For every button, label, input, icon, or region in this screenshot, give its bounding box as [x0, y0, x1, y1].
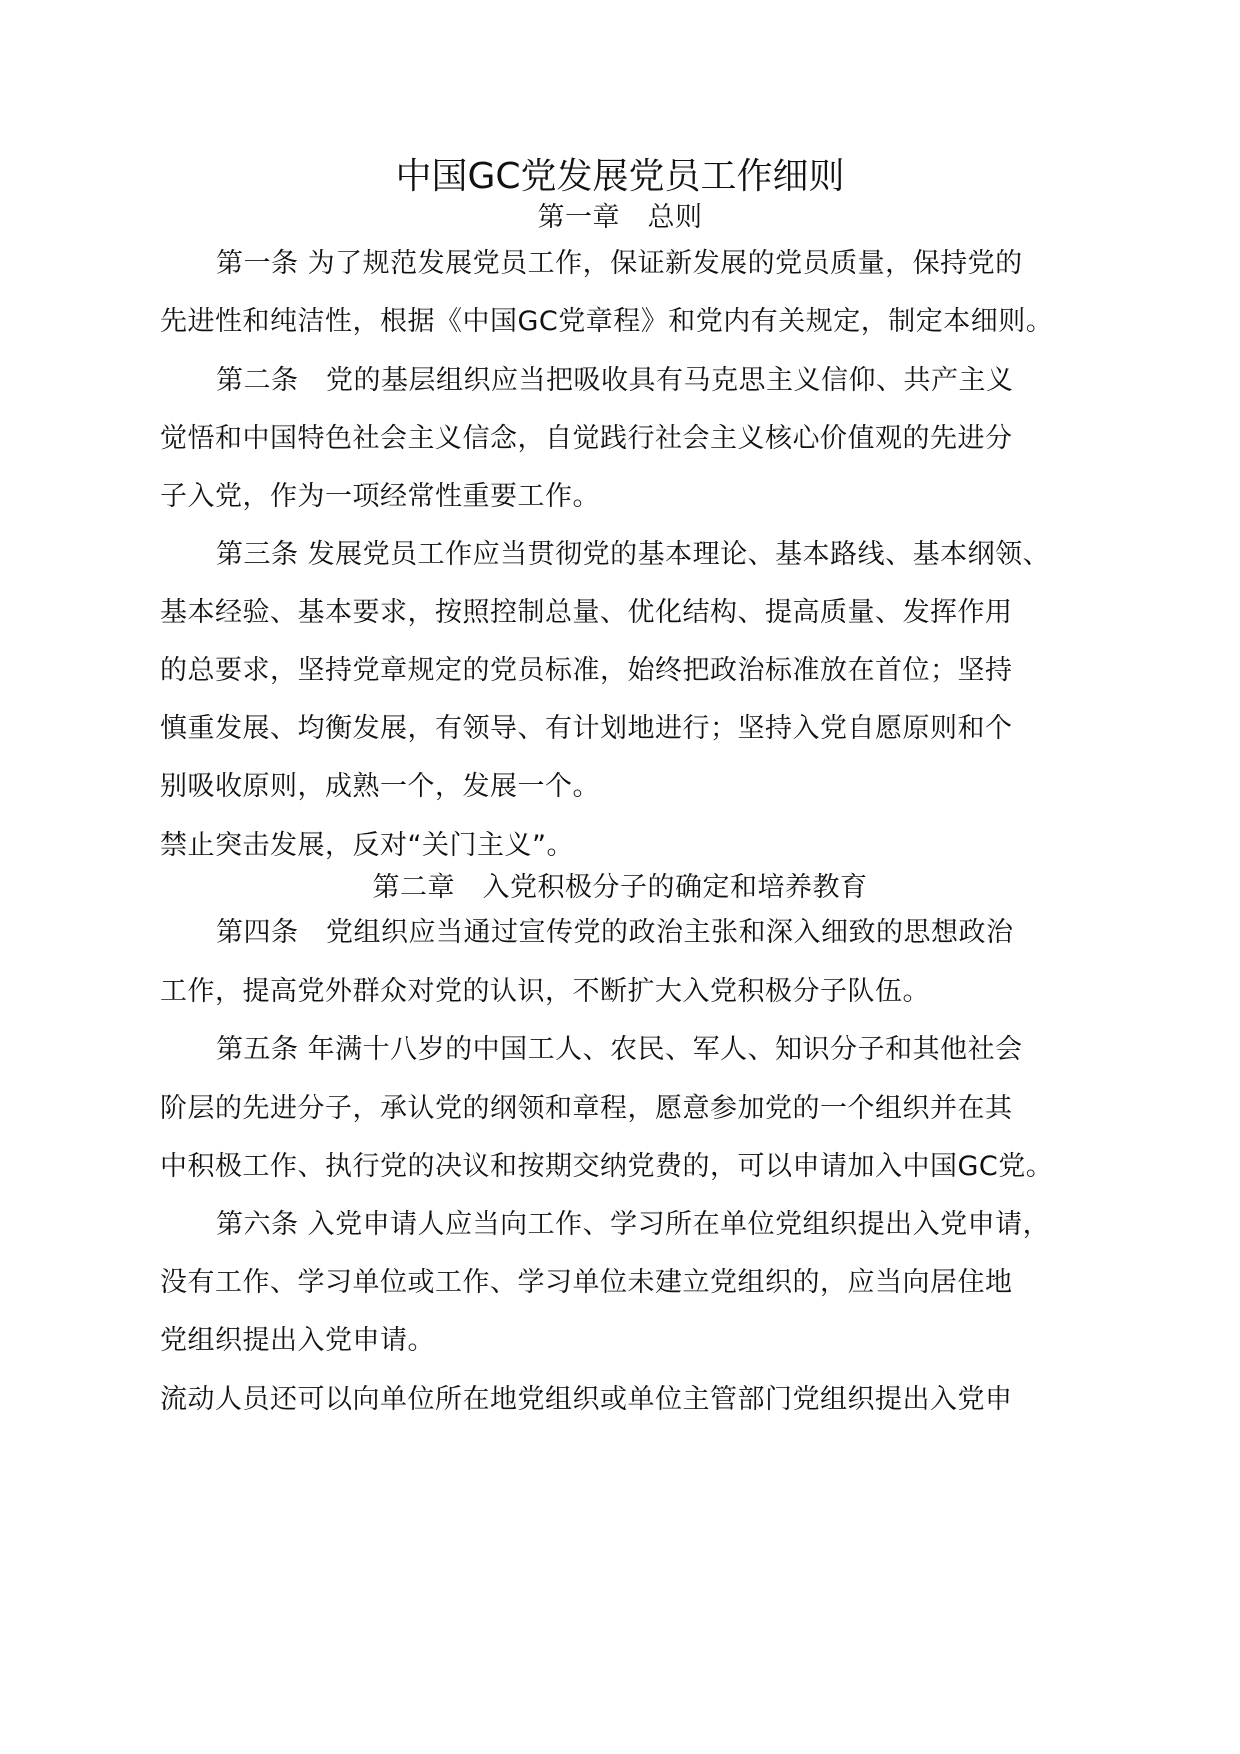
- article-2-line-2: 觉悟和中国特色社会主义信念，自觉践行社会主义核心价值观的先进分: [160, 423, 1013, 454]
- article-3-line-2: 基本经验、基本要求，按照控制总量、优化结构、提高质量、发挥作用: [160, 597, 1013, 628]
- article-3-line-1: 第三条 发展党员工作应当贯彻党的基本理论、基本路线、基本纲领、: [216, 539, 1051, 570]
- chapter-heading: 第一章 总则: [537, 202, 703, 233]
- article-5-line-3: 中积极工作、执行党的决议和按期交纳党费的，可以申请加入中国GC党。: [160, 1151, 1054, 1182]
- article-2-line-3: 子入党，作为一项经常性重要工作。: [160, 481, 600, 512]
- article-4-line-1: 第四条 党组织应当通过宣传党的政治主张和深入细致的思想政治: [216, 917, 1014, 948]
- article-1-line-2: 先进性和纯洁性，根据《中国GC党章程》和党内有关规定，制定本细则。: [160, 306, 1054, 337]
- article-6-line-1: 第六条 入党申请人应当向工作、学习所在单位党组织提出入党申请，: [216, 1209, 1051, 1240]
- article-3-line-6: 禁止突击发展，反对“关门主义”。: [160, 830, 574, 861]
- article-5-line-2: 阶层的先进分子，承认党的纲领和章程，愿意参加党的一个组织并在其: [160, 1093, 1013, 1124]
- article-6-line-4: 流动人员还可以向单位所在地党组织或单位主管部门党组织提出入党申: [160, 1384, 1013, 1415]
- document-title: 中国GC党发展党员工作细则: [395, 156, 845, 197]
- article-3-line-5: 别吸收原则，成熟一个，发展一个。: [160, 771, 600, 802]
- article-3-line-3: 的总要求，坚持党章规定的党员标准，始终把政治标准放在首位；坚持: [160, 655, 1013, 686]
- article-1-line-1: 第一条 为了规范发展党员工作，保证新发展的党员质量，保持党的: [216, 248, 1023, 279]
- article-6-line-2: 没有工作、学习单位或工作、学习单位未建立党组织的，应当向居住地: [160, 1267, 1013, 1298]
- article-2-line-1: 第二条 党的基层组织应当把吸收具有马克思主义信仰、共产主义: [216, 365, 1014, 396]
- chapter-heading: 第二章 入党积极分子的确定和培养教育: [372, 872, 868, 903]
- article-5-line-1: 第五条 年满十八岁的中国工人、农民、军人、知识分子和其他社会: [216, 1034, 1023, 1065]
- article-4-line-2: 工作，提高党外群众对党的认识，不断扩大入党积极分子队伍。: [160, 976, 930, 1007]
- article-3-line-4: 慎重发展、均衡发展，有领导、有计划地进行；坚持入党自愿原则和个: [160, 713, 1013, 744]
- article-6-line-3: 党组织提出入党申请。: [160, 1325, 435, 1356]
